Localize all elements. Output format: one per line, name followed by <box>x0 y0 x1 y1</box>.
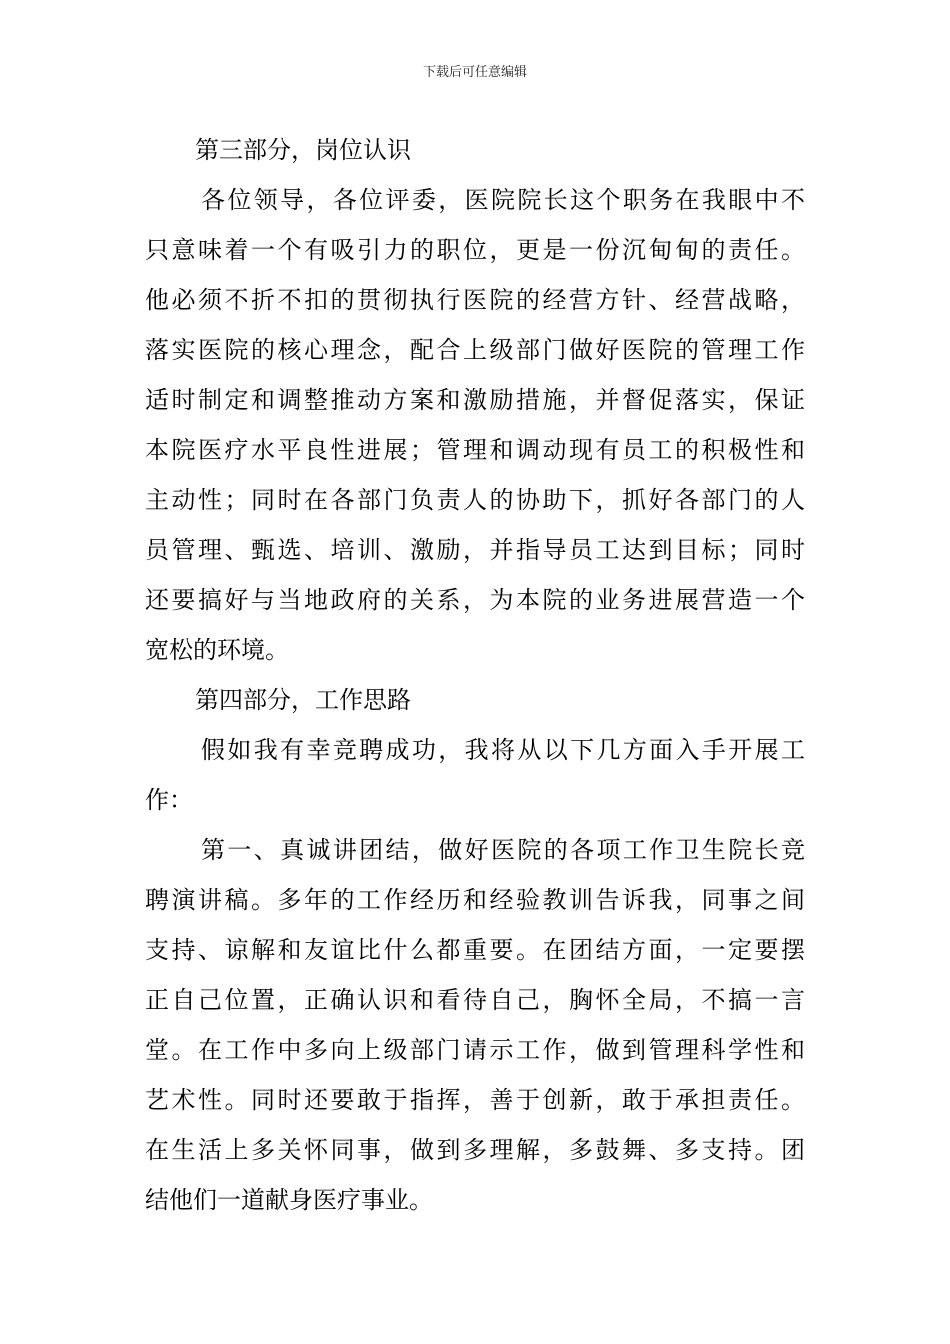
section-4-point-1-paragraph <box>145 825 805 1225</box>
paragraph-line: 假如我有幸竞聘成功，我将从以下几方面入手开展工 <box>201 736 805 764</box>
section-3-paragraph <box>145 175 805 675</box>
paragraph-line: 他必须不折不扣的贯彻执行医院的经营方针、经营战略， <box>145 286 805 314</box>
section-3-heading: 第三部分，岗位认识 <box>195 136 411 164</box>
paragraph-line: 本院医疗水平良性进展；管理和调动现有员工的积极性和 <box>145 436 805 464</box>
document-body <box>145 125 805 1225</box>
paragraph-line: 适时制定和调整推动方案和激励措施，并督促落实，保证 <box>145 386 805 414</box>
paragraph-line: 在生活上多关怀同事，做到多理解，多鼓舞、多支持。团 <box>145 1136 805 1164</box>
paragraph-line: 结他们一道献身医疗事业。 <box>145 1186 433 1214</box>
paragraph-line: 宽松的环境。 <box>145 636 289 664</box>
paragraph-line: 作： <box>145 786 193 814</box>
paragraph-line: 员管理、甄选、培训、激励，并指导员工达到目标；同时 <box>145 536 805 564</box>
section-4-heading: 第四部分，工作思路 <box>195 686 411 714</box>
paragraph-line: 还要搞好与当地政府的关系，为本院的业务进展营造一个 <box>145 586 805 614</box>
paragraph-line: 支持、谅解和友谊比什么都重要。在团结方面，一定要摆 <box>145 936 805 964</box>
section-4-intro-paragraph <box>145 725 805 825</box>
paragraph-line: 主动性；同时在各部门负责人的协助下，抓好各部门的人 <box>145 486 805 514</box>
page-header-note: 下载后可任意编辑 <box>422 65 527 80</box>
paragraph-line: 聘演讲稿。多年的工作经历和经验教训告诉我，同事之间 <box>145 886 805 914</box>
paragraph-line: 正自己位置，正确认识和看待自己，胸怀全局，不搞一言 <box>145 986 805 1014</box>
paragraph-line: 落实医院的核心理念，配合上级部门做好医院的管理工作 <box>145 336 805 364</box>
paragraph-line: 艺术性。同时还要敢于指挥，善于创新，敢于承担责任。 <box>145 1086 805 1114</box>
paragraph-line: 第一、真诚讲团结，做好医院的各项工作卫生院长竞 <box>201 836 805 864</box>
paragraph-line: 只意味着一个有吸引力的职位，更是一份沉甸甸的责任。 <box>145 236 805 264</box>
paragraph-line: 堂。在工作中多向上级部门请示工作，做到管理科学性和 <box>145 1036 805 1064</box>
paragraph-line: 各位领导，各位评委，医院院长这个职务在我眼中不 <box>201 186 805 214</box>
